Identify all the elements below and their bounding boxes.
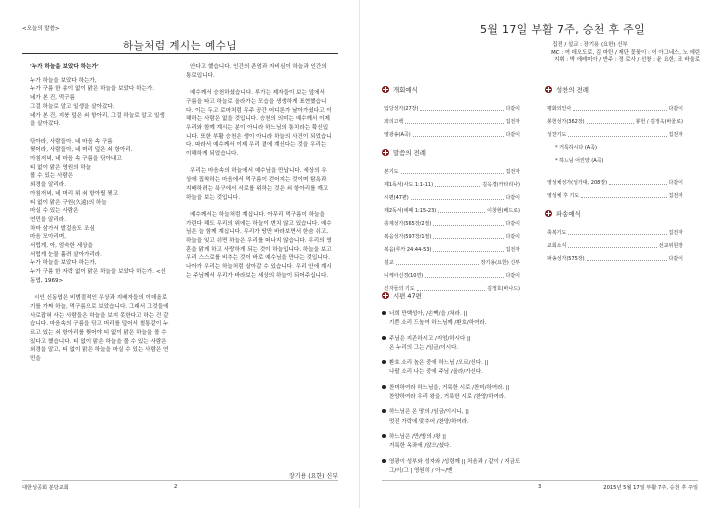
psalm-verse-response: 거룩한 옥좌에 /앉으/셨다. [389,443,452,450]
psalm-verse [382,335,582,354]
sermon-column-left [30,63,170,364]
poem-line: 티 없이 맑은 구원(久遠)의 하늘 [30,199,107,206]
poem-line: 마음 모아리며, [30,234,66,241]
liturgy-column-right [545,84,685,262]
ministry-line: 지휘 : 박 에레미아 / 반주 : 정 로사 / 선창 : 윤 요한, 조 바울로 [554,57,700,64]
liturgy-item-leader: 다같이 [668,256,683,262]
sermon-paragraph: 안다고 했습니다. 인간의 존엄과 자비심이 하늘과 인간의 통로입니다. [186,64,327,79]
liturgy-row [545,223,685,236]
poem-line: 누가 하늘을 보았다 하는가, [30,260,97,267]
psalm-verse-text: 주님은 지존하시고 /지엄/하시다 || [389,335,471,342]
bullet-icon [382,311,386,315]
liturgy-section-heading [382,148,522,157]
poem-line: 차마 삼가서 발걸음도 조심 [30,225,95,232]
liturgy-item-name: 제2독서(에페 1:15-23) [384,208,437,214]
liturgy-item-leader: 장기용(요한) 신부 [480,260,520,266]
liturgy-row [382,266,522,279]
dot-leader [568,234,666,235]
psalm-verse-line [382,433,582,442]
cross-icon [382,86,389,93]
liturgy-item-name: 시편(47편) [384,195,409,201]
liturgy-row [545,112,685,125]
psalm-verse [382,458,582,477]
liturgy-item-name: 영성체 후 기도 [547,193,580,199]
psalm-verse-text: 너희 만백성아, /손뼉/을 /쳐라. || [389,311,468,317]
psalm-verse-response: 찬양하여라 우리 왕을, 거룩한 시로 /찬양/하여라. [389,394,506,401]
poem-line: 누가 하늘을 보았다 하는가, [30,77,97,84]
liturgy-row [382,201,522,214]
liturgy-item-name: 영성체성가(성가대, 208장) [547,180,608,186]
sermon-title: 하늘처럼 계시는 예수님 [122,40,238,52]
liturgy-section-title: 파송예식 [556,210,581,218]
liturgy-item-name: 층계성가(565장/2절) [384,221,432,227]
bullet-icon [382,336,386,340]
poem-line: 볼 수 있는 사람은 [30,173,74,180]
liturgy-section-heading [545,209,685,218]
right-page [360,0,720,508]
psalm-verse [382,433,582,452]
ministry-line: MC : 여 데오도로, 김 마틴 / 제단 꽃꽂이 : 이 아그네스, 노 에린 [551,49,700,56]
liturgy-row [545,99,685,112]
poem-line: 찢어라, 사람들아, 네 머리 덮은 쇠 항아리. [30,147,133,154]
psalm-verse-text: 찬미하여라 하느님을, 거룩한 시로 /찬미/하여라. || [389,384,510,391]
liturgy-item-name: 파송성가(575장) [547,256,585,262]
page-number: 2 [174,484,178,490]
footer-divider [382,480,698,481]
poem-title: '누가 하늘을 보았다 하는가' [30,64,99,70]
liturgy-item-name: 니케아신경(10면) [384,273,424,279]
liturgy-item-leader: 집전자 [505,247,520,253]
liturgy-section-title: 개회예식 [393,86,418,94]
liturgy-row [545,236,685,249]
cross-icon [382,149,389,156]
liturgy-section-title: 성찬의 전례 [556,86,589,94]
psalm-verse-response: 온 누리의 그는 /임금/이시다. [389,344,459,351]
psalm-verse-text: 하느님은 /만/방의 /왕 || [389,433,447,440]
psalm-verse-response: 멋진 가락에 맞추어 /찬양/하여라. [389,418,469,425]
psalm-verses [382,310,582,476]
poem-line: 누가 구름 한 송이 없이 맑은 하늘을 보았다 하는가. [30,86,155,93]
page-number: 3 [538,484,542,490]
liturgy-item-leader: 이창현(베드로) [487,208,520,214]
cross-icon [382,292,389,299]
dot-leader [413,136,504,137]
liturgy-item-leader: 집전자 [668,193,683,199]
liturgy-item-name: 신자들의 기도 [384,286,415,292]
psalm-verse-line [382,408,582,417]
dot-leader [587,260,667,261]
psalm-verse-response: 그/이/그 | 영원히 / 아~/멘 [389,467,453,474]
footer-date: 2015년 5월 17일 부활 7주, 승천 후 주일 [603,485,698,491]
poem-line: 서럽게, 아, 엄숙한 세상을 [30,243,93,250]
poem-line: 아침저녁, 네 마음 속 구름을 닦아내고 [30,156,122,163]
psalm-verse-text: 영광이 성부와 성자와 /성령께 || 처음과 / 같이 / 지금도 [389,458,521,465]
poem-line: 아침저녁, 네 머리 위 쇠 항아릴 찢고 [30,190,119,197]
liturgy-item-leader: 집전자 [668,230,683,236]
psalm-verse-response: 나팔 소리 나는 중에 주님 /올라/가신다. [389,369,483,376]
cross-icon [545,86,552,93]
sermon-paragraph: 예수께서는 하늘처럼 계십니다. 아무리 먹구름이 하늘을 가린다 해도 우리의 위에는 하늘이 변치 않고 있습니다. 예수님은 늘 함께 계십니다. 우리가 땅만 바라보면서 한숨 쉬고, 하늘을 잊고 쉬면 하늘은 우리를 떠나지 않습니다. 우리의 영혼을 맑게 하고 사랑하게 되는 것이 하늘입니다. 하늘을 보고 우리 스스로를 비추는 것이 바로 예수님을 만나는 것입니다. 나아가 우리는 하늘처럼 살아갈 수 있습니다. 우리 안에 계시는 주님께서 우리가 바라보는 세상의 하늘이 되어주십니다. [186,211,332,279]
bullet-icon [382,409,386,413]
liturgy-item-leader: 다같이 [505,234,520,240]
psalm-verse [382,359,582,378]
dot-leader [568,247,657,248]
bullet-icon [382,385,386,389]
liturgy-row [382,162,522,175]
liturgy-item-name: 평화의인사 [547,106,572,112]
sermon-paragraph: 시인 신동엽은 비범절적인 우상과 지배자들의 이데올로기를 가짜 하늘, 먹구름으로 보았습니다. 그래서 그것들에 사로잡혀 사는 사람들은 하늘을 보지 못한다고 하는 건 같습니다. 마음속의 구름을 닦고 머리를 덮어서 철통같이 누르고 있는 쇠 항아리를 찢어야 티 없이 맑은 하늘을 볼 수 있다고 했습니다. 티 없이 맑은 하늘을 볼 수 있는 사람은 외경을 알고, 티 없이 맑은 하늘을 마실 수 있는 사람은 연민을 [30,295,169,363]
psalm-section [382,290,582,482]
psalm-verse-line [382,384,582,393]
liturgy-item-leader: 김정호(바나드) [487,286,520,292]
liturgy-item-leader: 집전자 [505,169,520,175]
poem-line: 닦아라, 사람들아. 네 마음 속 구름 [30,138,113,145]
liturgy-item-leader: 김옥경(카타리나) [482,182,520,188]
liturgy-section-title: 말씀의 전례 [393,149,426,157]
liturgy-item-name: 축복기도 [547,230,567,236]
sermon-paragraph: 우리는 마음속의 하늘에서 예수님을 만납니다. 세상의 우상에 집착하는 마음에서 먹구름이 걷어지는 것이며 탐욕과 지배하려는 욕구에서 서로를 위하는 것은 쇠 항아리를 깨고 하늘을 보는 것입니다. [186,168,329,201]
liturgy-subitem: * 하느님 어린양 (A곡) [555,158,604,164]
psalm-verse [382,384,582,403]
dot-leader [401,173,504,174]
bullet-icon [382,434,386,438]
dot-leader [425,277,503,278]
poem-line: 티 없이 맑은 영원의 하늘 [30,164,92,171]
psalm-verse-line [382,458,582,467]
liturgy-item-leader: 다같이 [505,106,520,112]
liturgy-item-name: 설교 [384,260,394,266]
dot-leader [433,238,503,239]
liturgy-item-leader: 선교위원장 [658,243,683,249]
psalm-heading-label: 시편 47편 [393,292,422,300]
liturgy-item-leader: 다같이 [505,221,520,227]
poem-line: 네가 본 건, 지붕 덮은 쇠 항아리, 그걸 하늘로 알고 일생을 살아갔다. [30,112,165,128]
officiant-line: 집전 / 설교 : 장기용 (요한) 신부 [552,42,628,48]
sermon-column-right [186,63,332,281]
bullet-icon [382,360,386,364]
poem-line: 연민을 알리라. [30,216,66,223]
poem-line: 그걸 하늘로 알고 일생을 살아갔다. [30,103,115,110]
dot-leader [433,251,503,252]
psalm-verse-text: 하느님은 온 땅의 /임금/이시니, || [389,409,469,416]
dot-leader [573,110,666,111]
liturgy-row [382,240,522,253]
section-spacer [545,199,685,208]
dot-leader [405,123,503,124]
liturgy-item-leader: 다같이 [505,195,520,201]
liturgy-subitem: * 거룩하시다 (A곡) [555,145,597,151]
poem-line: 누가 구름 한 자락 없이 맑은 하늘을 보았다 하는가. <신동엽, 1969> [30,269,166,284]
dot-leader [435,186,480,187]
liturgy-item-leader: 봉헌 / 김정옥(바울로) [635,119,683,125]
footer-divider [22,480,338,481]
liturgy-item-name: 죄의고백 [384,119,404,125]
poem-line: 서럽게 눈물 흘려 살아가리라. [30,251,102,258]
psalm-heading [382,291,582,300]
psalm-verse-line [382,359,582,368]
dot-leader [438,212,485,213]
liturgy-item-name: 제1독서(사도 1:1-11) [384,182,434,188]
liturgy-section-heading [545,85,685,94]
liturgy-item-name: 복음성가(597장/1절) [384,234,432,240]
dot-leader [396,264,479,265]
liturgy-item-name: 입당성가(27장) [384,106,419,112]
sermon-author: 장기용 (요한) 신부 [288,473,338,480]
liturgy-item-leader: 다같이 [505,273,520,279]
poem [30,77,170,286]
psalm-verse-response: 기쁜 소리 드높여 하느님께 /환호/하여라. [389,320,487,327]
dot-leader [568,136,666,137]
service-info [480,42,700,65]
liturgy-item-leader: 다같이 [505,132,520,138]
dot-leader [587,123,634,124]
liturgy-item-name: 영광송(A곡) [384,132,411,138]
psalm-verse [382,310,582,329]
liturgy-section-heading [382,85,522,94]
section-tag: <오늘의 말씀> [22,26,60,32]
liturgy-item-name: 교회소식 [547,243,567,249]
footer-church: 대한성공회 분당교회 [22,485,69,491]
section-spacer [382,138,522,147]
poem-stanza-break [30,129,170,138]
liturgy-item-leader: 다같이 [668,180,683,186]
liturgy-row [382,253,522,266]
liturgy-row [545,249,685,262]
dot-leader [411,199,504,200]
liturgy-row [382,227,522,240]
liturgy-item-leader: 집전자 [668,132,683,138]
liturgy-item-leader: 다같이 [668,106,683,112]
liturgy-row [382,214,522,227]
dot-leader [609,184,666,185]
dot-leader [420,110,503,111]
liturgy-item-name: 봉헌성가(362장) [547,119,585,125]
liturgy-row [382,188,522,201]
liturgy-row [545,173,685,186]
liturgy-item-name: 성찬기도 [547,132,567,138]
psalm-verse-line [382,335,582,344]
sermon-paragraph: 예수께서 승천하셨습니다. 루가는 제자들이 보는 앞에서 구름을 타고 하늘로 올라가는 모습을 생생하게 표현했습니다. 이는 두고 로마처럼 우주 공간 어디론가 날아가셨다고 이해하는 사람은 없을 것입니다. 승천의 의미는 예수께서 이제 우리와 함께 계시는 분이 아니라 하느님의 통치라는 확신입니다. 또한 부활 승천은 생이 아니라 하늘의 사건이 되었습니다. 따라서 예수께서 이제 우리 곁에 계신다는 것을 우리는 이해하게 되었습니다. [186,90,332,158]
liturgy-item-name: 본기도 [384,169,399,175]
cross-icon [545,210,552,217]
section-spacer [545,164,685,173]
liturgy-column-left [382,84,522,292]
liturgy-item-name: 복음(루카 24:44-53) [384,247,432,253]
psalm-verse-text: 환호 소리 높은 중에 하느님 /오르/신다. || [389,360,489,367]
liturgy-item-leader: 집전자 [505,119,520,125]
poem-line: 네가 본 건, 먹구름 [30,95,75,102]
ministry-lines [480,50,700,65]
bullet-icon [382,459,386,463]
service-title: 5월 17일 부활 7주, 승천 후 주일 [480,23,646,36]
liturgy-row [382,175,522,188]
psalm-verse [382,408,582,427]
dot-leader [581,197,666,198]
poem-line: 마실 수 있는 사람은 [30,208,79,215]
title-divider [22,53,338,54]
psalm-verse-line [382,310,582,319]
dot-leader [433,225,503,226]
liturgy-row [382,99,522,112]
liturgy-row [382,125,522,138]
liturgy-row [545,186,685,199]
poem-line: 외경을 알리라. [30,182,66,189]
liturgy-row [382,112,522,125]
liturgy-row [545,125,685,138]
